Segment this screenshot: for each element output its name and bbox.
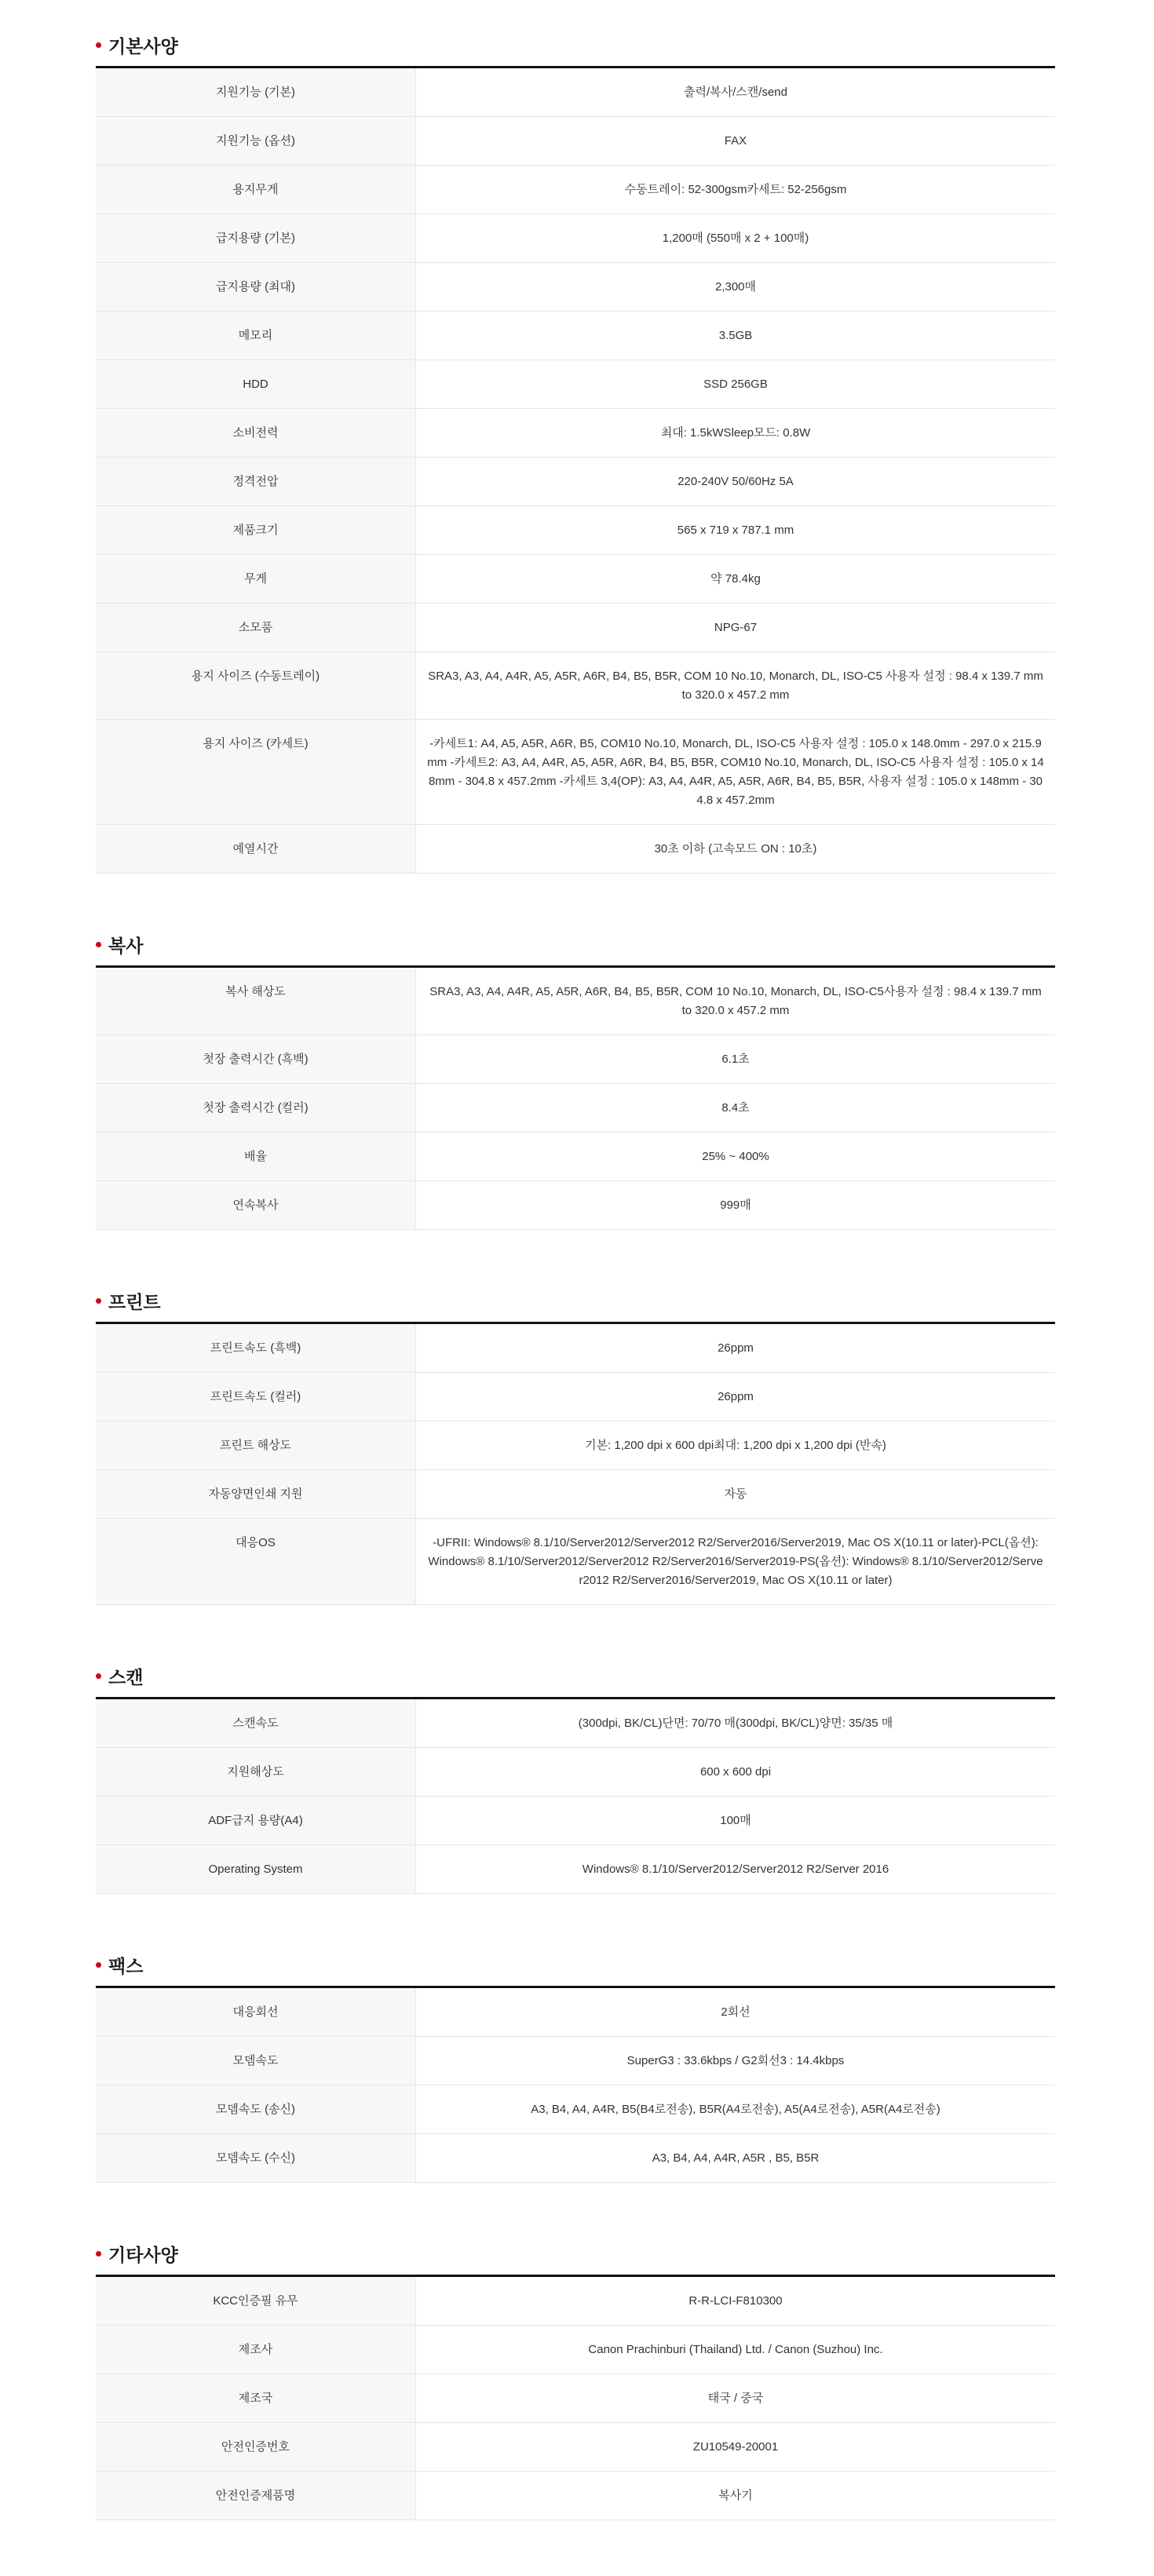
section-title <box>96 929 1055 968</box>
spec-label: 대응OS <box>96 1519 416 1605</box>
section-title <box>96 30 1055 68</box>
spec-label: 메모리 <box>96 312 416 360</box>
spec-label: 연속복사 <box>96 1181 416 1230</box>
spec-row <box>96 312 1055 360</box>
spec-row <box>96 360 1055 409</box>
spec-label: KCC인증필 유무 <box>96 2277 416 2326</box>
spec-row <box>96 2277 1055 2326</box>
bullet-dot-icon <box>96 2251 101 2257</box>
spec-label: 프린트 해상도 <box>96 1421 416 1470</box>
spec-label: 예열시간 <box>96 825 416 874</box>
spec-value: 최대: 1.5kWSleep모드: 0.8W <box>416 409 1056 458</box>
spec-row <box>96 555 1055 604</box>
spec-label: 모뎀속도 (송신) <box>96 2085 416 2134</box>
spec-label: 배율 <box>96 1133 416 1181</box>
spec-row <box>96 652 1055 720</box>
spec-value: 기본: 1,200 dpi x 600 dpi최대: 1,200 dpi x 1,200 dpi (반속) <box>416 1421 1056 1470</box>
spec-value: SRA3, A3, A4, A4R, A5, A5R, A6R, B4, B5, B5R, COM 10 No.10, Monarch, DL, ISO-C5 사용자 설정 : 98.4 x 139.7 mm to 320.0 x 457.2 mm <box>416 652 1056 720</box>
spec-value: 25% ~ 400% <box>416 1133 1056 1181</box>
section-title-text: 기본사양 <box>108 35 178 57</box>
spec-row <box>96 409 1055 458</box>
section-title-text: 프린트 <box>108 1291 161 1312</box>
spec-value: 복사기 <box>416 2472 1056 2520</box>
spec-value: 565 x 719 x 787.1 mm <box>416 506 1056 555</box>
spec-label: 프린트속도 (컬러) <box>96 1373 416 1421</box>
spec-table <box>96 68 1055 874</box>
spec-label: 스캔속도 <box>96 1699 416 1748</box>
spec-row <box>96 1421 1055 1470</box>
spec-label: 소모품 <box>96 604 416 652</box>
spec-section <box>96 929 1055 1230</box>
spec-row <box>96 506 1055 555</box>
spec-row <box>96 1324 1055 1373</box>
spec-section <box>96 1286 1055 1605</box>
section-title-text: 기타사양 <box>108 2244 178 2265</box>
spec-table <box>96 1324 1055 1605</box>
spec-row <box>96 214 1055 263</box>
spec-label: 소비전력 <box>96 409 416 458</box>
spec-label: Operating System <box>96 1845 416 1894</box>
spec-value: ZU10549-20001 <box>416 2423 1056 2472</box>
spec-value: 999매 <box>416 1181 1056 1230</box>
spec-value: A3, B4, A4, A4R, A5R , B5, B5R <box>416 2134 1056 2183</box>
section-title-text: 팩스 <box>108 1955 144 1976</box>
spec-value: 1,200매 (550매 x 2 + 100매) <box>416 214 1056 263</box>
spec-row <box>96 968 1055 1035</box>
spec-row <box>96 1133 1055 1181</box>
spec-row <box>96 1748 1055 1797</box>
spec-value: -UFRII: Windows® 8.1/10/Server2012/Server2012 R2/Server2016/Server2019, Mac OS X(10.11 or later)-PCL(옵션): Windows® 8.1/10/Server2012/Server2012 R2/Server2016/Server2019-PS(옵션): Windows® 8.1/10/Server2012/Server2012 R2/Server2016/Server2019, Mac OS X(10.11 or later) <box>416 1519 1056 1605</box>
spec-label: 지원해상도 <box>96 1748 416 1797</box>
spec-value: A3, B4, A4, A4R, B5(B4로전송), B5R(A4로전송), A5(A4로전송), A5R(A4로전송) <box>416 2085 1056 2134</box>
spec-row <box>96 825 1055 874</box>
spec-value: 26ppm <box>416 1324 1056 1373</box>
spec-label: 모뎀속도 (수신) <box>96 2134 416 2183</box>
spec-value: 약 78.4kg <box>416 555 1056 604</box>
spec-row <box>96 1519 1055 1605</box>
section-title <box>96 1950 1055 1988</box>
spec-value: 220-240V 50/60Hz 5A <box>416 458 1056 506</box>
spec-row <box>96 2326 1055 2374</box>
spec-value: 자동 <box>416 1470 1056 1519</box>
spec-table <box>96 1699 1055 1894</box>
spec-value: 2,300매 <box>416 263 1056 312</box>
spec-row <box>96 1373 1055 1421</box>
spec-label: 급지용량 (기본) <box>96 214 416 263</box>
spec-label: 첫장 출력시간 (컬러) <box>96 1084 416 1133</box>
spec-section <box>96 1950 1055 2183</box>
bullet-dot-icon <box>96 1298 101 1304</box>
spec-value: SuperG3 : 33.6kbps / G2회선3 : 14.4kbps <box>416 2037 1056 2085</box>
spec-value: -카세트1: A4, A5, A5R, A6R, B5, COM10 No.10, Monarch, DL, ISO-C5 사용자 설정 : 105.0 x 148.0mm - 297.0 x 215.9mm -카세트2: A3, A4, A4R, A5, A5R, A6R, B4, B5, B5R, COM10 No.10, Monarch, DL, ISO-C5 사용자 설정 : 105.0 x 148mm - 304.8 x 457.2mm -카세트 3,4(OP): A3, A4, A4R, A5, A5R, A6R, B4, B5, B5R, 사용자 설정 : 105.0 x 148mm - 304.8 x 457.2mm <box>416 720 1056 825</box>
spec-row <box>96 2134 1055 2183</box>
section-title-text: 스캔 <box>108 1666 144 1688</box>
spec-label: 지원기능 (옵션) <box>96 117 416 166</box>
spec-row <box>96 720 1055 825</box>
spec-label: 첫장 출력시간 (흑백) <box>96 1035 416 1084</box>
spec-label: HDD <box>96 360 416 409</box>
spec-label: 용지무게 <box>96 166 416 214</box>
spec-label: 프린트속도 (흑백) <box>96 1324 416 1373</box>
spec-row <box>96 2085 1055 2134</box>
spec-label: 제조국 <box>96 2374 416 2423</box>
spec-row <box>96 2472 1055 2520</box>
bullet-dot-icon <box>96 1673 101 1679</box>
spec-container <box>96 0 1055 2520</box>
spec-label: 복사 해상도 <box>96 968 416 1035</box>
spec-row <box>96 166 1055 214</box>
spec-value: SSD 256GB <box>416 360 1056 409</box>
spec-value: 100매 <box>416 1797 1056 1845</box>
bullet-dot-icon <box>96 1962 101 1968</box>
spec-label: 자동양면인쇄 지원 <box>96 1470 416 1519</box>
spec-row <box>96 1699 1055 1748</box>
spec-row <box>96 1988 1055 2037</box>
spec-value: 6.1초 <box>416 1035 1056 1084</box>
spec-table <box>96 968 1055 1230</box>
spec-row <box>96 2374 1055 2423</box>
spec-row <box>96 458 1055 506</box>
spec-row <box>96 1035 1055 1084</box>
spec-label: 정격전압 <box>96 458 416 506</box>
spec-label: 지원기능 (기본) <box>96 68 416 117</box>
spec-value: NPG-67 <box>416 604 1056 652</box>
spec-value: Windows® 8.1/10/Server2012/Server2012 R2/Server 2016 <box>416 1845 1056 1894</box>
spec-value: 8.4초 <box>416 1084 1056 1133</box>
spec-value: SRA3, A3, A4, A4R, A5, A5R, A6R, B4, B5, B5R, COM 10 No.10, Monarch, DL, ISO-C5사용자 설정 : 98.4 x 139.7 mm to 320.0 x 457.2 mm <box>416 968 1056 1035</box>
spec-row <box>96 1797 1055 1845</box>
bullet-dot-icon <box>96 42 101 48</box>
spec-value: 태국 / 중국 <box>416 2374 1056 2423</box>
spec-label: 무게 <box>96 555 416 604</box>
spec-row <box>96 604 1055 652</box>
spec-label: 안전인증번호 <box>96 2423 416 2472</box>
bullet-dot-icon <box>96 942 101 947</box>
spec-row <box>96 68 1055 117</box>
spec-label: 용지 사이즈 (수동트레이) <box>96 652 416 720</box>
spec-row <box>96 2423 1055 2472</box>
spec-label: 용지 사이즈 (카세트) <box>96 720 416 825</box>
spec-table <box>96 2277 1055 2520</box>
spec-row <box>96 263 1055 312</box>
spec-value: 600 x 600 dpi <box>416 1748 1056 1797</box>
spec-label: 제품크기 <box>96 506 416 555</box>
spec-label: 제조사 <box>96 2326 416 2374</box>
spec-row <box>96 1181 1055 1230</box>
spec-value: 26ppm <box>416 1373 1056 1421</box>
spec-value: 수동트레이: 52-300gsm카세트: 52-256gsm <box>416 166 1056 214</box>
spec-section <box>96 30 1055 874</box>
spec-value: R-R-LCI-F810300 <box>416 2277 1056 2326</box>
spec-value: (300dpi, BK/CL)단면: 70/70 매(300dpi, BK/CL)양면: 35/35 매 <box>416 1699 1056 1748</box>
spec-label: 대응회선 <box>96 1988 416 2037</box>
spec-value: FAX <box>416 117 1056 166</box>
spec-value: 30초 이하 (고속모드 ON : 10초) <box>416 825 1056 874</box>
spec-section <box>96 1661 1055 1894</box>
spec-row <box>96 1470 1055 1519</box>
spec-value: 출력/복사/스캔/send <box>416 68 1056 117</box>
spec-section <box>96 2238 1055 2520</box>
section-title <box>96 2238 1055 2277</box>
spec-value: 2회선 <box>416 1988 1056 2037</box>
spec-row <box>96 1084 1055 1133</box>
spec-label: 모뎀속도 <box>96 2037 416 2085</box>
spec-table <box>96 1988 1055 2183</box>
spec-row <box>96 2037 1055 2085</box>
spec-label: 급지용량 (최대) <box>96 263 416 312</box>
section-title <box>96 1286 1055 1324</box>
spec-value: 3.5GB <box>416 312 1056 360</box>
spec-value: Canon Prachinburi (Thailand) Ltd. / Canon (Suzhou) Inc. <box>416 2326 1056 2374</box>
spec-row <box>96 1845 1055 1894</box>
spec-row <box>96 117 1055 166</box>
section-title <box>96 1661 1055 1699</box>
spec-label: 안전인증제품명 <box>96 2472 416 2520</box>
spec-label: ADF급지 용량(A4) <box>96 1797 416 1845</box>
section-title-text: 복사 <box>108 935 144 956</box>
